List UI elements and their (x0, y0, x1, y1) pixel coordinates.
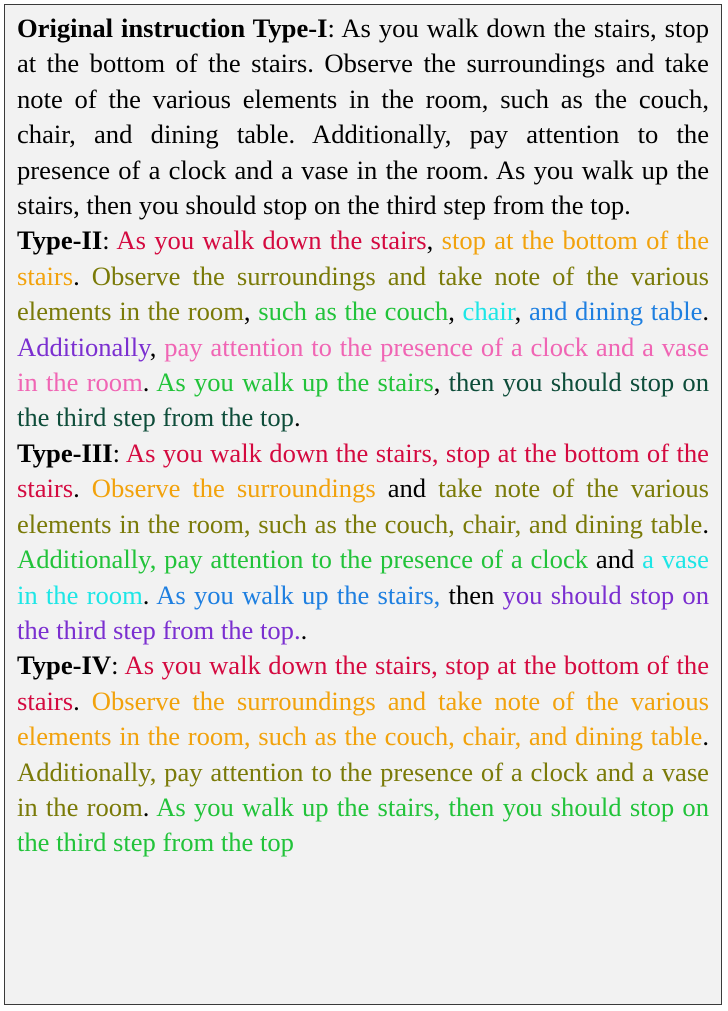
text-segment: and (375, 473, 439, 504)
text-segment: Observe the surroundings and take note of the various elements in the room, such as the couch, chair, and dining table (17, 685, 710, 752)
text-segment: , (448, 296, 463, 327)
instruction-types-panel (4, 4, 722, 1005)
text-segment: pay attention to the presence of a clock and a vase in the room (17, 331, 709, 398)
text-segment: As you walk down the stairs, stop at the bottom of the stairs (17, 650, 709, 716)
text-segment: As you walk up the stairs, (156, 579, 441, 610)
paragraph-label: Type-IV (17, 650, 112, 681)
text-segment: : As you walk down the stairs, stop at the bottom of the stairs. Observe the surroundings and take note of the various elements in the room, such as the couch, chair, and dining table. Additionally, pay attention to the presence of a clock and a vase in the room. As you walk up the stairs, then you should stop on the third step from the top. (17, 13, 709, 221)
text-segment: then (440, 579, 503, 610)
paragraph-type-iii (17, 436, 709, 648)
text-segment: , (426, 225, 442, 256)
text-segment: Observe the surroundings (91, 473, 376, 504)
paragraph-text (17, 13, 709, 220)
text-segment: stop at the bottom of the stairs (17, 225, 709, 291)
paragraph-text (17, 438, 709, 645)
paragraph-label: Type-III (17, 437, 113, 468)
paragraph-text (17, 650, 709, 857)
text-segment: . (702, 508, 709, 539)
paragraph-type-ii (17, 223, 709, 435)
text-segment: . (293, 402, 301, 433)
paragraph-text (17, 225, 709, 432)
text-segment: . (142, 579, 157, 610)
text-segment: Additionally, pay attention to the presence of a clock and a vase in the room (17, 756, 709, 822)
text-segment: . (73, 685, 92, 716)
text-segment: , (149, 331, 165, 362)
paragraph-type-i (17, 11, 709, 223)
text-segment: . (142, 791, 157, 822)
text-segment: , (243, 296, 259, 327)
paragraph-type-iv (17, 648, 709, 860)
text-segment: and (588, 544, 643, 575)
text-segment: Additionally, pay attention to the presence of a clock (17, 544, 589, 575)
text-segment: . (702, 721, 709, 752)
text-segment: , (433, 367, 449, 398)
text-segment: : (102, 225, 117, 256)
text-segment: : (112, 437, 126, 468)
text-segment: . (73, 260, 92, 291)
text-segment: As you walk down the stairs, stop at the bottom of the stairs (17, 437, 709, 504)
text-segment: As you walk up the stairs (156, 367, 434, 398)
text-segment: a vase in the room (17, 544, 709, 610)
text-segment: As you walk down the stairs (116, 225, 427, 256)
text-segment: Observe the surroundings and take note of the various elements in the room (17, 260, 710, 327)
text-segment: Additionally (17, 331, 150, 362)
text-segment: As you walk up the stairs, then you should stop on the third step from the top (17, 791, 709, 858)
text-segment: take note of the various elements in the room, such as the couch, chair, and dining table (17, 473, 709, 539)
text-segment: . (142, 367, 157, 398)
paragraph-label: Original instruction Type-I (17, 13, 328, 43)
text-segment: then you should stop on the third step from the top (17, 367, 709, 433)
text-segment: . (702, 296, 710, 327)
text-segment: , (514, 296, 529, 327)
paragraph-label: Type-II (17, 225, 103, 256)
text-segment: you should stop on the third step from the top. (17, 579, 709, 645)
text-segment: . (300, 614, 308, 645)
text-segment: such as the couch (258, 296, 449, 327)
text-segment: . (73, 473, 92, 504)
text-segment: and dining table (528, 296, 703, 327)
text-segment: chair (462, 296, 515, 327)
text-segment: : (111, 650, 125, 681)
